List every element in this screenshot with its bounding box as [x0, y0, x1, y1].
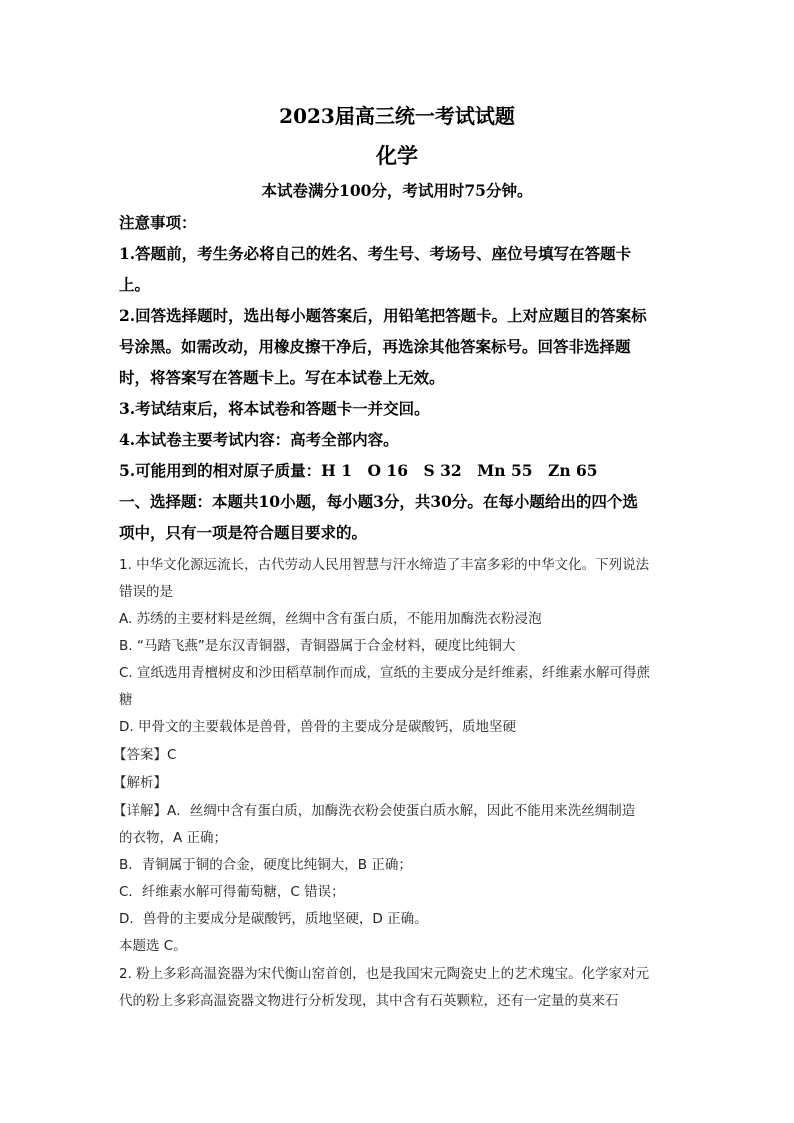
exam-title: 2023届高三统一考试试题 — [279, 104, 515, 128]
section-heading: 项中，只有一项是符合题目要求的。 — [119, 523, 368, 542]
question-2-stem: 2. 粉上多彩高温瓷器为宋代衡山窑首创，也是我国宋元陶瓷史上的艺术瑰宝。化学家对元 — [119, 966, 650, 982]
section-heading: 一、选择题：本题共10小题，每小题3分，共30分。在每小题给出的四个选 — [119, 492, 638, 511]
analysis-label: 【解析】 — [113, 775, 167, 791]
detail-line: C．纤维素水解可得葡萄糖，C 错误； — [119, 884, 345, 900]
question-1-stem: 错误的是 — [119, 584, 173, 600]
option-c: C. 宣纸选用青檀树皮和沙田稻草制作而成，宣纸的主要成分是纤维素，纤维素水解可得蔗 — [119, 665, 651, 681]
detail-line: B．青铜属于铜的合金，硬度比纯铜大，B 正确； — [119, 857, 412, 873]
note-line: 号涂黑。如需改动，用橡皮擦干净后，再选涂其他答案标号。回答非选择题 — [119, 337, 631, 356]
subject-title: 化学 — [376, 143, 418, 168]
question-1-stem: 1. 中华文化源远流长，古代劳动人民用智慧与汗水缔造了丰富多彩的中华文化。下列说法 — [119, 557, 650, 573]
detail-line: 【详解】A．丝绸中含有蛋白质，加酶洗衣粉会使蛋白质水解，因此不能用来洗丝绸制造 — [113, 803, 636, 819]
detail-line: D．兽骨的主要成分是碳酸钙，质地坚硬，D 正确。 — [119, 911, 428, 927]
note-line: 时，将答案写在答题卡上。写在本试卷上无效。 — [119, 368, 445, 387]
answer-label: 【答案】C — [113, 747, 177, 763]
note-line: 3.考试结束后，将本试卷和答题卡一并交回。 — [119, 399, 430, 418]
option-a: A. 苏绣的主要材料是丝绸，丝绸中含有蛋白质，不能用加酶洗衣粉浸泡 — [119, 611, 542, 627]
note-line: 1.答题前，考生务必将自己的姓名、考生号、考场号、座位号填写在答题卡 — [119, 244, 632, 263]
option-b: B. “马踏飞燕”是东汉青铜器，青铜器属于合金材料，硬度比纯铜大 — [119, 638, 516, 654]
option-c: 糖 — [119, 692, 133, 708]
exam-info: 本试卷满分100分，考试用时75分钟。 — [261, 181, 533, 200]
option-d: D. 甲骨文的主要载体是兽骨，兽骨的主要成分是碳酸钙，质地坚硬 — [119, 719, 516, 735]
question-2-stem: 代的粉上多彩高温瓷器文物进行分析发现，其中含有石英颗粒，还有一定量的莫来石 — [119, 993, 619, 1009]
detail-line: 的衣物，A 正确； — [119, 830, 228, 846]
note-line: 2.回答选择题时，选出每小题答案后，用铅笔把答题卡。上对应题目的答案标 — [119, 306, 647, 325]
note-line: 上。 — [119, 275, 151, 294]
detail-line: 本题选 C。 — [119, 938, 187, 954]
note-line: 4.本试卷主要考试内容：高考全部内容。 — [119, 430, 399, 449]
note-line: 5.可能用到的相对原子质量：H 1 O 16 S 32 Mn 55 Zn 65 — [119, 461, 598, 480]
notes-heading: 注意事项： — [119, 213, 197, 232]
